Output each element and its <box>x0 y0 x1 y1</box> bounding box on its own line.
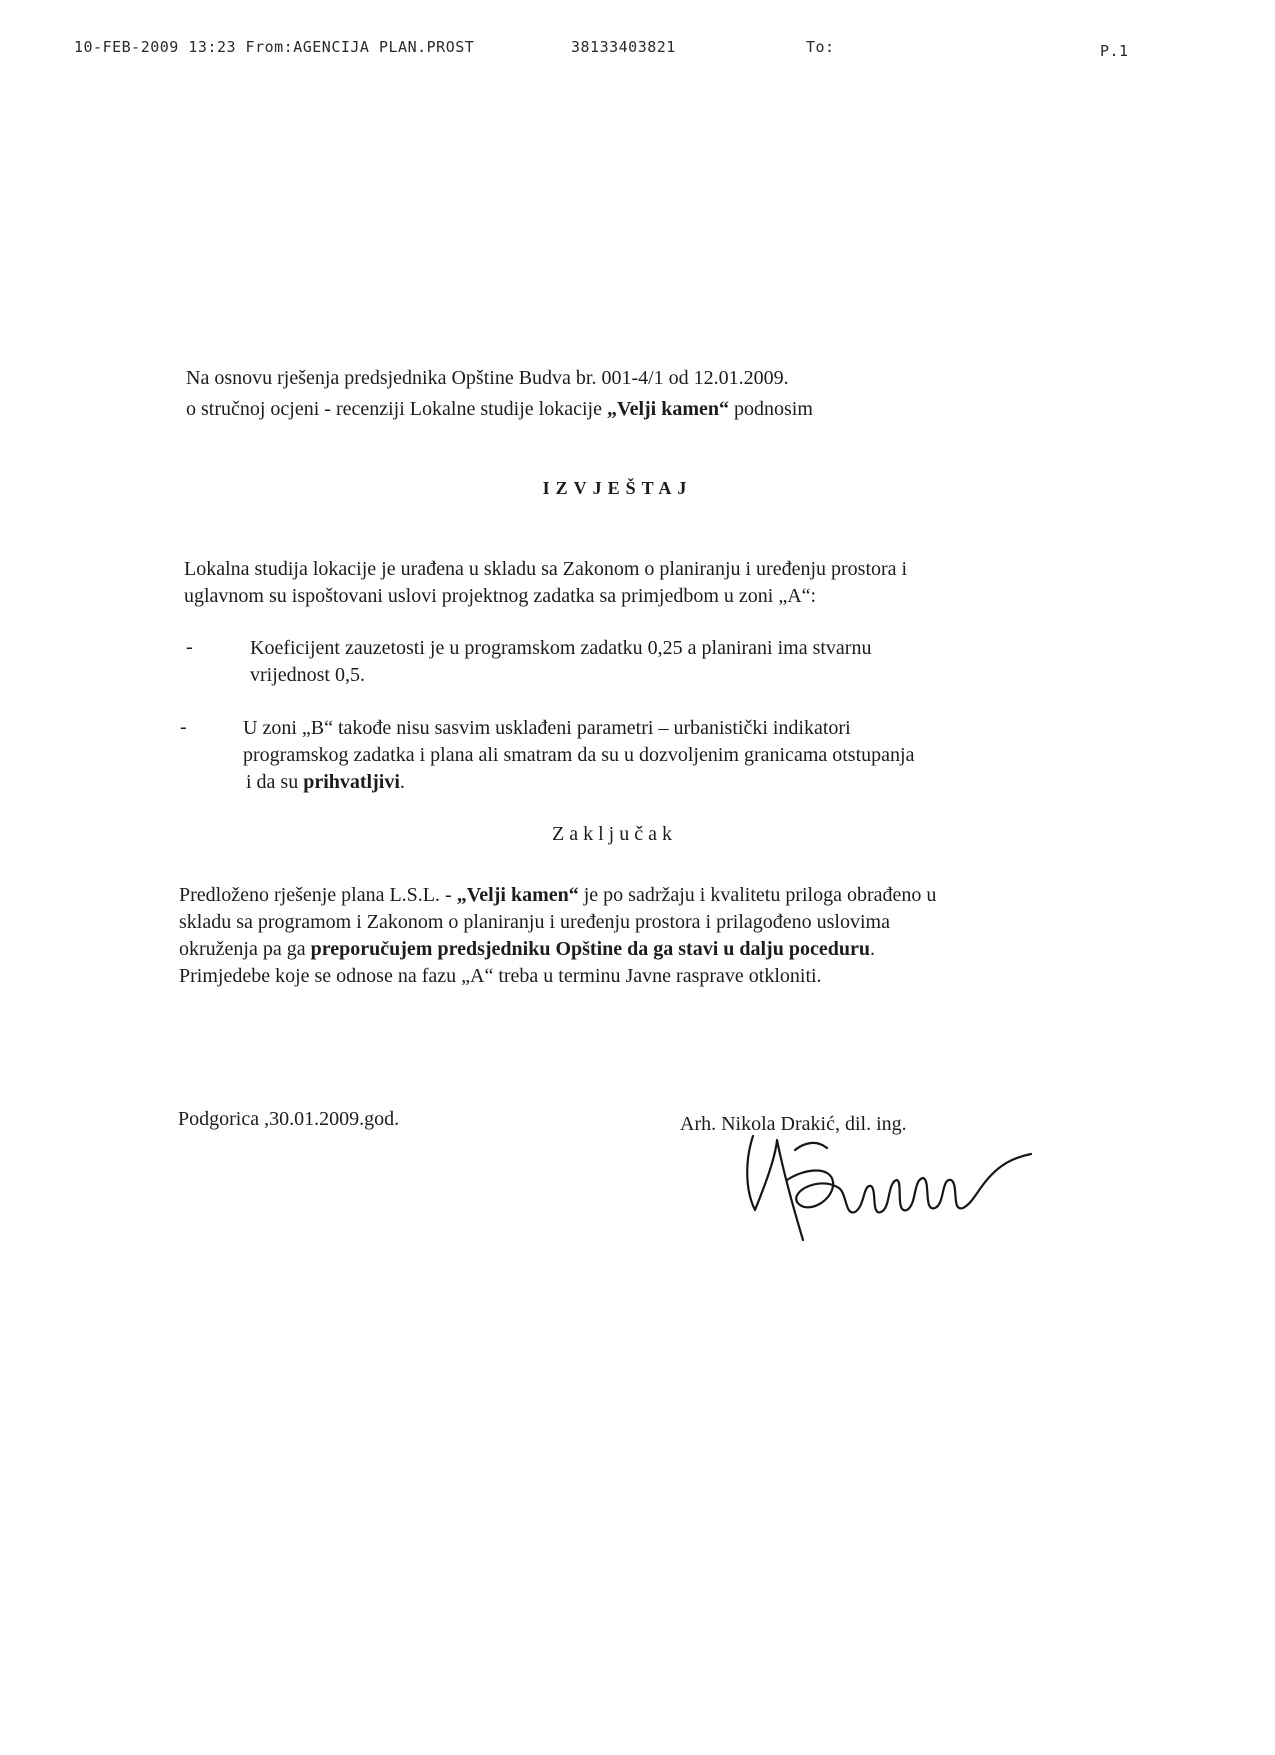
bullet-2-line-1: U zoni „B“ takođe nisu sasvim usklađeni parametri – urbanistički indikatori <box>243 717 851 739</box>
intro-line-1: Na osnovu rješenja predsjednika Opštine Budva br. 001-4/1 od 12.01.2009. <box>186 367 789 389</box>
place-and-date: Podgorica ,30.01.2009.god. <box>178 1108 400 1130</box>
paragraph-1-line-2: uglavnom su ispoštovani uslovi projektnog zadatka sa primjedbom u zoni „A“: <box>184 585 817 607</box>
fax-header-to: To: <box>806 38 835 56</box>
paragraph-1-line-1: Lokalna studija lokacije je urađena u skladu sa Zakonom o planiranju i uređenju prostora i <box>184 558 908 580</box>
bullet-2-line-3: i da su prihvatljivi. <box>246 771 405 793</box>
project-name: „Velji kamen“ <box>606 398 730 420</box>
bullet-1-line-2: vrijednost 0,5. <box>250 664 365 686</box>
fax-header-number: 38133403821 <box>571 38 676 56</box>
conclusion-line-1: Predloženo rješenje plana L.S.L. - „Velji kamen“ je po sadržaju i kvalitetu priloga obrađeno u <box>179 884 937 906</box>
bullet-marker-1: - <box>186 636 193 658</box>
handwritten-signature <box>735 1120 1035 1260</box>
conclusion-title: Zaključak <box>552 823 677 845</box>
author-name: Arh. Nikola Drakić, dil. ing. <box>680 1113 907 1135</box>
fax-header-sender: 10-FEB-2009 13:23 From:AGENCIJA PLAN.PROST <box>74 38 475 56</box>
conclusion-line-2: skladu sa programom i Zakonom o planiranju i uređenju prostora i prilagođeno uslovima <box>179 911 890 933</box>
fax-header-page: P.1 <box>1100 42 1129 60</box>
conclusion-line-4: Primjedebe koje se odnose na fazu „A“ treba u terminu Javne rasprave otkloniti. <box>179 965 822 987</box>
report-title: IZVJEŠTAJ <box>542 478 693 498</box>
intro-line-2: o stručnoj ocjeni - recenziji Lokalne studije lokacije „Velji kamen“ podnosim <box>186 398 813 420</box>
bullet-marker-2: - <box>180 716 187 738</box>
conclusion-line-3: okruženja pa ga preporučujem predsjedniku Opštine da ga stavi u dalju poceduru. <box>179 938 875 960</box>
bullet-1-line-1: Koeficijent zauzetosti je u programskom zadatku 0,25 a planirani ima stvarnu <box>250 637 872 659</box>
bullet-2-line-2: programskog zadatka i plana ali smatram da su u dozvoljenim granicama otstupanja <box>243 744 915 766</box>
